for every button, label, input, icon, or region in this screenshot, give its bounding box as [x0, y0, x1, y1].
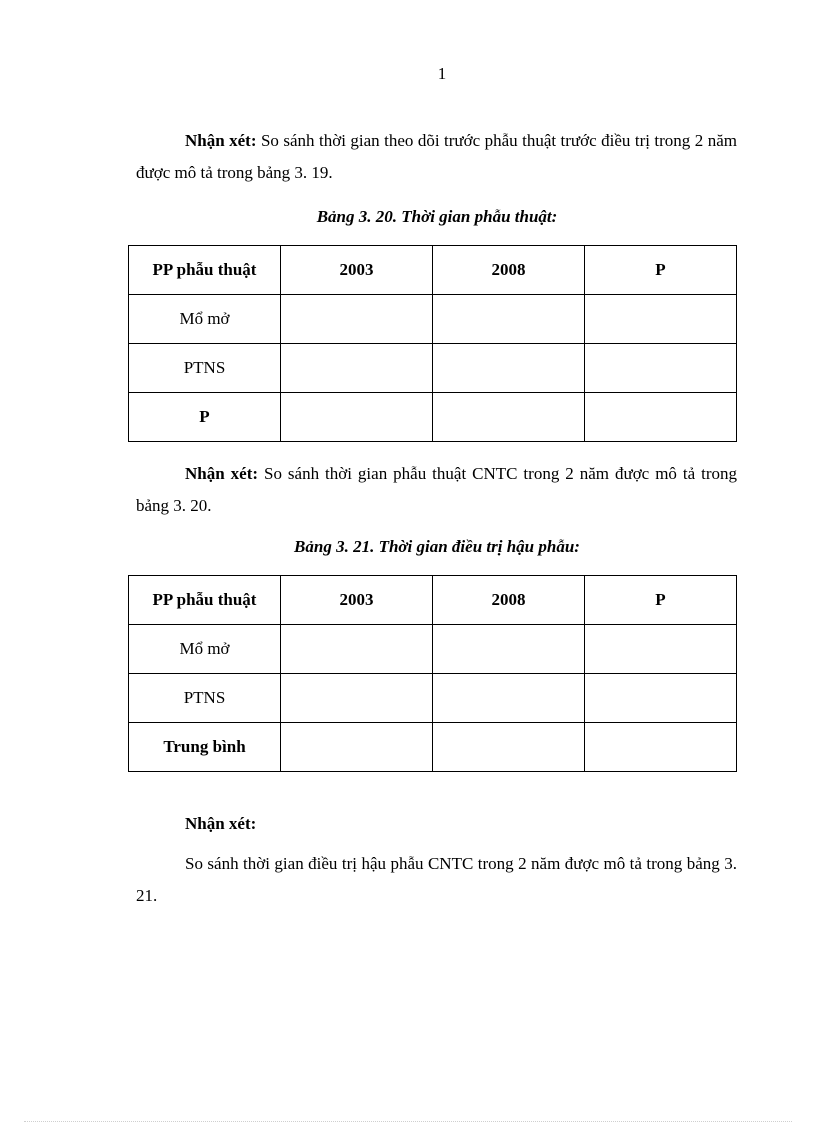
remark-paragraph-1	[136, 125, 737, 189]
table-header-row	[129, 576, 737, 625]
row-label: PTNS	[129, 344, 281, 393]
remark-paragraph-3	[136, 848, 737, 912]
table-3-20	[128, 245, 737, 442]
table-row	[129, 393, 737, 442]
header-cell: P	[585, 246, 737, 295]
header-cell: 2003	[281, 246, 433, 295]
empty-cell	[585, 344, 737, 393]
empty-cell	[433, 295, 585, 344]
table-row	[129, 295, 737, 344]
header-cell: 2003	[281, 576, 433, 625]
page-number: 1	[437, 64, 447, 83]
table-3-21	[128, 575, 737, 772]
empty-cell	[433, 674, 585, 723]
header-cell: PP phẫu thuật	[129, 246, 281, 295]
empty-cell	[281, 393, 433, 442]
remark-label: Nhận xét:	[185, 131, 257, 150]
remark-text: So sánh thời gian phẫu thuật CNTC trong 2 năm được mô tả trong bảng 3. 20.	[136, 464, 737, 515]
table-caption-3-21: Bảng 3. 21. Thời gian điều trị hậu phẫu:	[294, 537, 580, 556]
row-label: Mổ mở	[129, 295, 281, 344]
remark-text: So sánh thời gian điều trị hậu phẫu CNTC trong 2 năm được mô tả trong bảng 3. 21.	[136, 854, 737, 905]
header-cell: P	[585, 576, 737, 625]
table-caption-3-20: Bảng 3. 20. Thời gian phẫu thuật:	[316, 207, 558, 226]
table-row	[129, 625, 737, 674]
row-label: Trung bình	[129, 723, 281, 772]
empty-cell	[585, 674, 737, 723]
empty-cell	[433, 344, 585, 393]
table-row	[129, 723, 737, 772]
empty-cell	[433, 723, 585, 772]
table-row	[129, 674, 737, 723]
empty-cell	[281, 344, 433, 393]
header-cell: 2008	[433, 576, 585, 625]
row-label: P	[129, 393, 281, 442]
empty-cell	[433, 625, 585, 674]
empty-cell	[281, 625, 433, 674]
remark-paragraph-2	[136, 458, 737, 522]
empty-cell	[585, 625, 737, 674]
empty-cell	[585, 723, 737, 772]
remark-text: So sánh thời gian theo dõi trước phẫu thuật trước điều trị trong 2 năm được mô tả trong bảng 3. 19.	[136, 131, 737, 182]
table-header-row	[129, 246, 737, 295]
page-bottom-divider	[24, 1121, 792, 1122]
row-label: PTNS	[129, 674, 281, 723]
empty-cell	[281, 674, 433, 723]
remark-label: Nhận xét:	[185, 464, 259, 483]
empty-cell	[585, 393, 737, 442]
table-row	[129, 344, 737, 393]
remark-heading-3	[136, 808, 737, 840]
empty-cell	[281, 723, 433, 772]
empty-cell	[585, 295, 737, 344]
empty-cell	[281, 295, 433, 344]
empty-cell	[433, 393, 585, 442]
header-cell: 2008	[433, 246, 585, 295]
remark-label: Nhận xét:	[185, 814, 257, 833]
header-cell: PP phẫu thuật	[129, 576, 281, 625]
row-label: Mổ mở	[129, 625, 281, 674]
